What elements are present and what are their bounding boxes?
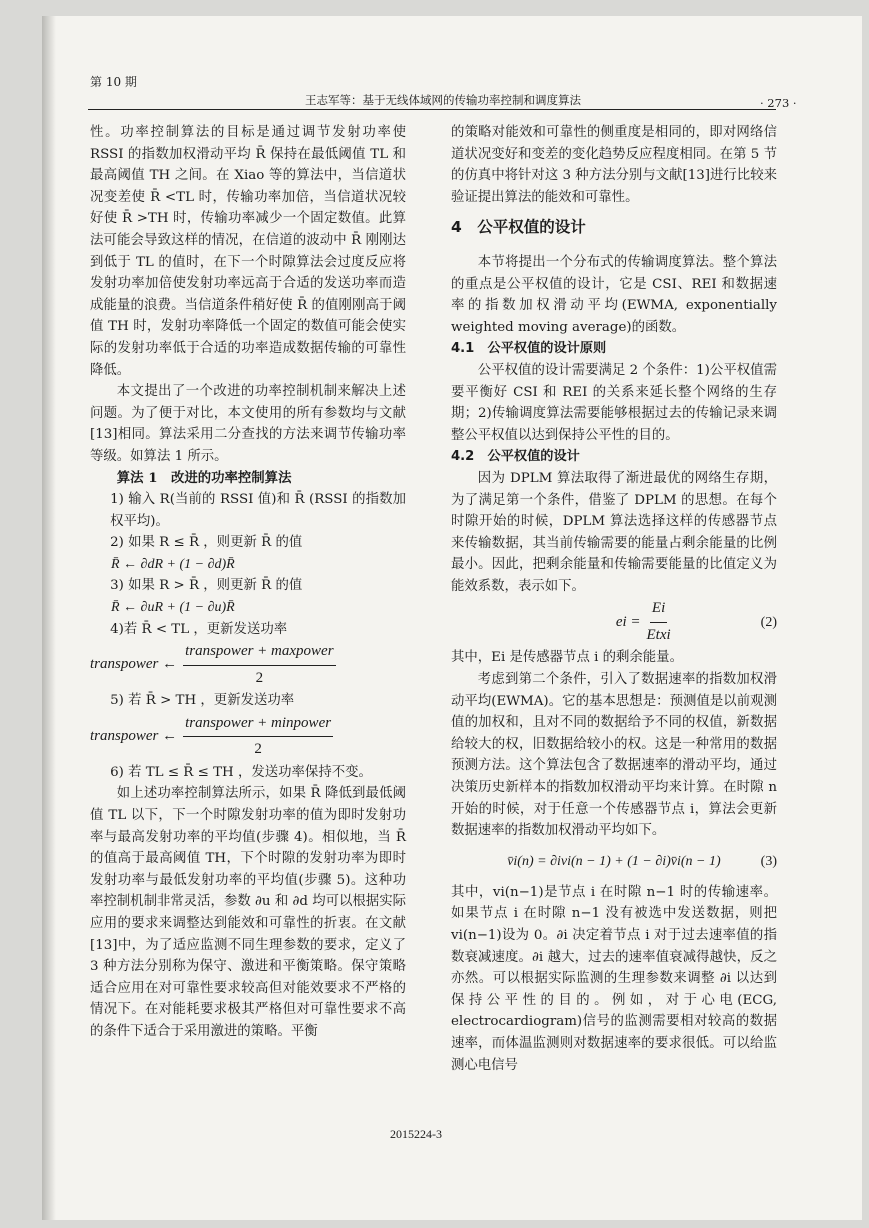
algorithm-title: 算法 1 改进的功率控制算法 xyxy=(116,469,292,486)
denominator: 2 xyxy=(254,741,262,758)
paragraph: 因为 DPLM 算法取得了渐进最优的网络生存期，为了满足第一个条件，借鉴了 DPLM 的思想。在每个时隙开始的时候，DPLM 算法选择这样的传感器节点来传输数据，其当前传输需要的能量占剩余能量的比例最小。因此，把剩余能量和传输需要能量的比值定义为能效系数，表示如下。 xyxy=(451,470,777,594)
algorithm-step: 4)若 R̄ < TL ，更新发送功率 xyxy=(110,621,288,637)
denominator: Etxi xyxy=(646,626,671,643)
equation-2 xyxy=(451,599,777,645)
algorithm-step: 3) 如果 R > R̄ ，则更新 R̄ 的值 xyxy=(110,578,303,594)
equation-number: (3) xyxy=(760,854,777,870)
formula: v̄i(n) = ∂ivi(n − 1) + (1 − ∂i)v̄i(n − 1) xyxy=(507,854,721,870)
numerator: transpower + minpower xyxy=(183,713,333,738)
denominator: 2 xyxy=(255,669,264,686)
algorithm-step: 1) 输入 R(当前的 RSSI 值)和 R̄ (RSSI 的指数加权平均)。 xyxy=(110,492,406,529)
journal-issue: 第 10 期 xyxy=(90,75,137,89)
paragraph: 其中，vi(n−1)是节点 i 在时隙 n−1 时的传输速率。如果节点 i 在时隙 n−1 没有被选中发送数据，则把 vi(n−1)设为 0。∂i 决定着节点 i 对于过去速率值的指数衰减速度。∂i 越大，过去的速率值衰减得越快，反之亦然。可以根据实际监测的生理参数来调整 ∂i 以达到保持公平性的目的。例如，对于心电(ECG, electrocardiogram)信号的监测需要相对较高的数据速率，而体温监测则对数据速率的要求很低。可以给监测心电信号 xyxy=(451,884,777,1073)
paragraph: 如上述功率控制算法所示，如果 R̄ 降低到最低阈值 TL 以下，下一个时隙发射功率的值为即时发射功率与最高发射功率的平均值(步骤 4)。相似地，当 R̄ 的值高于最高阈值 TH，下个时隙的发射功率为即时发射功率与最低发射功率的平均值(步骤 5)。这种功率控制机制非常灵活，参数 ∂u 和 ∂d 均可以根据实际应用的要求来调整达到能效和可靠性的折衷。在文献[13]中，为了适应监测不同生理参数的要求，定义了 3 种方法分别称为保守、激进和平衡策略。保守策略适合应用在对可靠性要求较高但对能效要求不严格的情况下。在对能耗要求极其严格但对可靠性要求不高的条件下适合于采用激进的策略。平衡 xyxy=(90,786,406,1039)
algorithm-step: 2) 如果 R ≤ R̄ ，则更新 R̄ 的值 xyxy=(110,535,303,551)
header-rule xyxy=(88,109,776,110)
page-number: · 273 · xyxy=(760,96,797,110)
numerator: transpower + maxpower xyxy=(183,641,335,666)
fraction xyxy=(183,713,333,761)
paragraph: 其中，Ei 是传感器节点 i 的剩余能量。 xyxy=(451,650,683,666)
algorithm-step: 6) 若 TL ≤ R̄ ≤ TH ，发送功率保持不变。 xyxy=(110,764,372,780)
article-id: 2015224-3 xyxy=(390,1127,442,1141)
formula: R̄ ← ∂uR + (1 − ∂u)R̄ xyxy=(111,600,235,616)
formula-lhs: transpower ← xyxy=(90,656,178,673)
paragraph: 本节将提出一个分布式的传输调度算法。整个算法的重点是公平权值的设计，它是 CSI、REI 和数据速率的指数加权滑动平均(EWMA, exponentially weighted moving average)的函数。 xyxy=(451,254,777,335)
numerator: Ei xyxy=(650,598,667,623)
page-shadow xyxy=(42,16,56,1220)
formula-lhs: transpower ← xyxy=(90,728,178,745)
section-heading: 4 公平权值的设计 xyxy=(451,218,586,237)
equation-3 xyxy=(451,842,777,882)
formula: R̄ ← ∂dR + (1 − ∂d)R̄ xyxy=(111,556,235,572)
formula xyxy=(90,714,406,760)
left-column xyxy=(90,122,406,1043)
equation-number: (2) xyxy=(760,614,777,630)
subsection-heading: 4.1 公平权值的设计原则 xyxy=(451,341,607,357)
paragraph: 的策略对能效和可靠性的侧重度是相同的，即对网络信道状况变好和变差的变化趋势反应程度相同。在第 5 节的仿真中将针对这 3 种方法分别与文献[13]进行比较来验证提出算法的能效和可靠性。 xyxy=(451,125,777,205)
fraction xyxy=(183,641,335,689)
formula xyxy=(90,642,406,688)
paragraph: 性。功率控制算法的目标是通过调节发射功率使 RSSI 的指数加权滑动平均 R̄ 保持在最低阈值 TL 和最高阈值 TH 之间。在 Xiao 等的算法中，当信道状况变差使 R̄ <TL 时，传输功率加倍，当信道状况较好使 R̄ >TH 时，传输功率减少一个固定数值。此算法可能会导致这样的情况，在信道的波动中 R̄ 刚刚达到低于 TL 的值时，在下一个时隙算法会过度反应将发射功率加倍使发射功率远高于合适的发送功率而造成能量的浪费。当信道条件稍好使 R̄ 的值刚刚高于阈值 TH 时，发射功率降低一个固定的数值可能会使实际的发射功率低于合适的功率造成数据传输的可靠性降低。 xyxy=(90,125,406,378)
paragraph: 公平权值的设计需要满足 2 个条件：1)公平权值需要平衡好 CSI 和 REI 的关系来延长整个网络的生存期；2)传输调度算法需要能够根据过去的传输记录来调整公平权值以达到保持公平性的目的。 xyxy=(451,362,777,443)
paragraph: 本文提出了一个改进的功率控制机制来解决上述问题。为了便于对比，本文使用的所有参数均与文献[13]相同。算法采用二分查找的方法来调节传输功率等级。如算法 1 所示。 xyxy=(90,384,406,464)
formula-lhs: ei = xyxy=(615,613,641,630)
algorithm-step: 5) 若 R̄ > TH ，更新发送功率 xyxy=(110,693,295,709)
right-column xyxy=(451,122,777,1076)
paragraph: 考虑到第二个条件，引入了数据速率的指数加权滑动平均(EWMA)。它的基本思想是：预测值是以前观测值的加权和，且对不同的数据给予不同的权值，新数据给较大的权，旧数据给较小的权。这是一种常用的数据预测方法。这个算法包含了数据速率的滑动平均，通过决策历史新样本的指数加权滑动平均来计算。在时隙 n 开始的时候，对于任意一个传感器节点 i，算法会更新数据速率的指数加权滑动平均如下。 xyxy=(451,672,777,839)
subsection-heading: 4.2 公平权值的设计 xyxy=(451,449,580,465)
fraction xyxy=(647,598,671,646)
running-title: 王志军等：基于无线体域网的传输功率控制和调度算法 xyxy=(305,93,581,107)
